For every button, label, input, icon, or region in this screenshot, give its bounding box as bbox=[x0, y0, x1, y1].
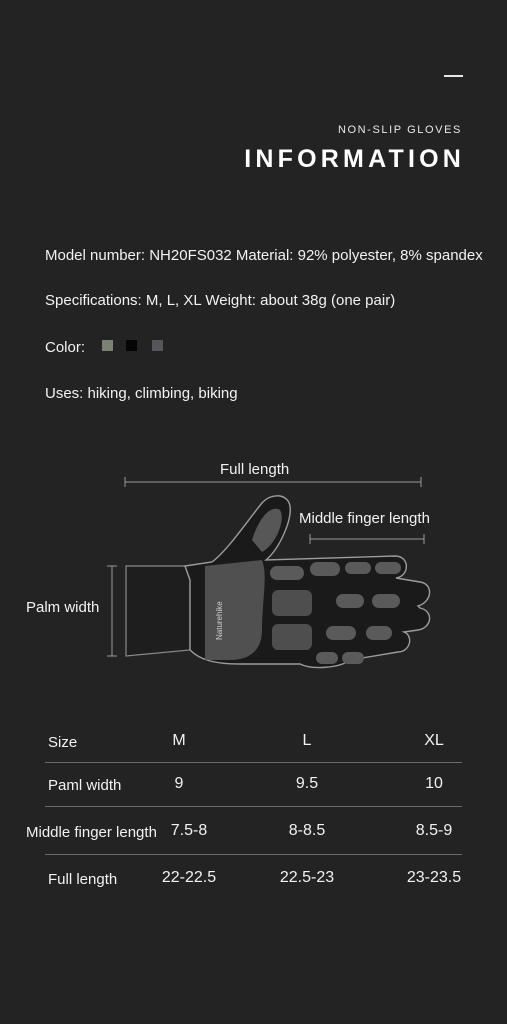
header-dash bbox=[444, 75, 463, 77]
table-row-label-palm: Paml width bbox=[48, 777, 122, 794]
full-length-label: Full length bbox=[220, 461, 290, 478]
table-cell: 9.5 bbox=[295, 775, 319, 792]
table-cell: 8.5-9 bbox=[415, 822, 453, 839]
glove-illustration bbox=[126, 496, 430, 668]
middle-finger-length-label: Middle finger length bbox=[299, 510, 430, 527]
page-title: INFORMATION bbox=[244, 145, 465, 173]
full-length-dimension bbox=[125, 477, 421, 487]
table-row-label-middle-finger: Middle finger length bbox=[26, 824, 157, 841]
table-divider bbox=[45, 854, 462, 855]
middle-finger-dimension bbox=[310, 534, 424, 544]
table-cell: 9 bbox=[174, 775, 184, 792]
table-size-m: M bbox=[172, 732, 186, 749]
table-cell: 10 bbox=[425, 775, 443, 792]
glove-logo: Naturehike bbox=[215, 601, 224, 640]
palm-width-label: Palm width bbox=[26, 599, 100, 616]
palm-width-dimension bbox=[107, 566, 117, 656]
table-cell: 22.5-23 bbox=[279, 869, 335, 886]
table-cell: 7.5-8 bbox=[170, 822, 208, 839]
table-size-header: Size bbox=[48, 734, 78, 751]
color-swatch-black bbox=[126, 340, 137, 351]
color-swatch-green bbox=[102, 340, 113, 351]
table-size-xl: XL bbox=[424, 732, 444, 749]
table-cell: 8-8.5 bbox=[288, 822, 326, 839]
header-subtitle: NON-SLIP GLOVES bbox=[337, 124, 462, 136]
spec-uses: Uses: hiking, climbing, biking bbox=[45, 385, 238, 402]
spec-model-material: Model number: NH20FS032 Material: 92% polyester, 8% spandex bbox=[45, 247, 483, 264]
spec-color-label: Color: bbox=[45, 339, 86, 356]
glove-diagram bbox=[0, 470, 507, 680]
table-cell: 22-22.5 bbox=[161, 869, 217, 886]
color-swatch-gray bbox=[152, 340, 163, 351]
table-divider bbox=[45, 806, 462, 807]
spec-sizes-weight: Specifications: M, L, XL Weight: about 38g (one pair) bbox=[45, 292, 396, 309]
table-divider bbox=[45, 762, 462, 763]
table-cell: 23-23.5 bbox=[406, 869, 462, 886]
table-row-label-full-length: Full length bbox=[48, 871, 118, 888]
table-size-l: L bbox=[302, 732, 312, 749]
